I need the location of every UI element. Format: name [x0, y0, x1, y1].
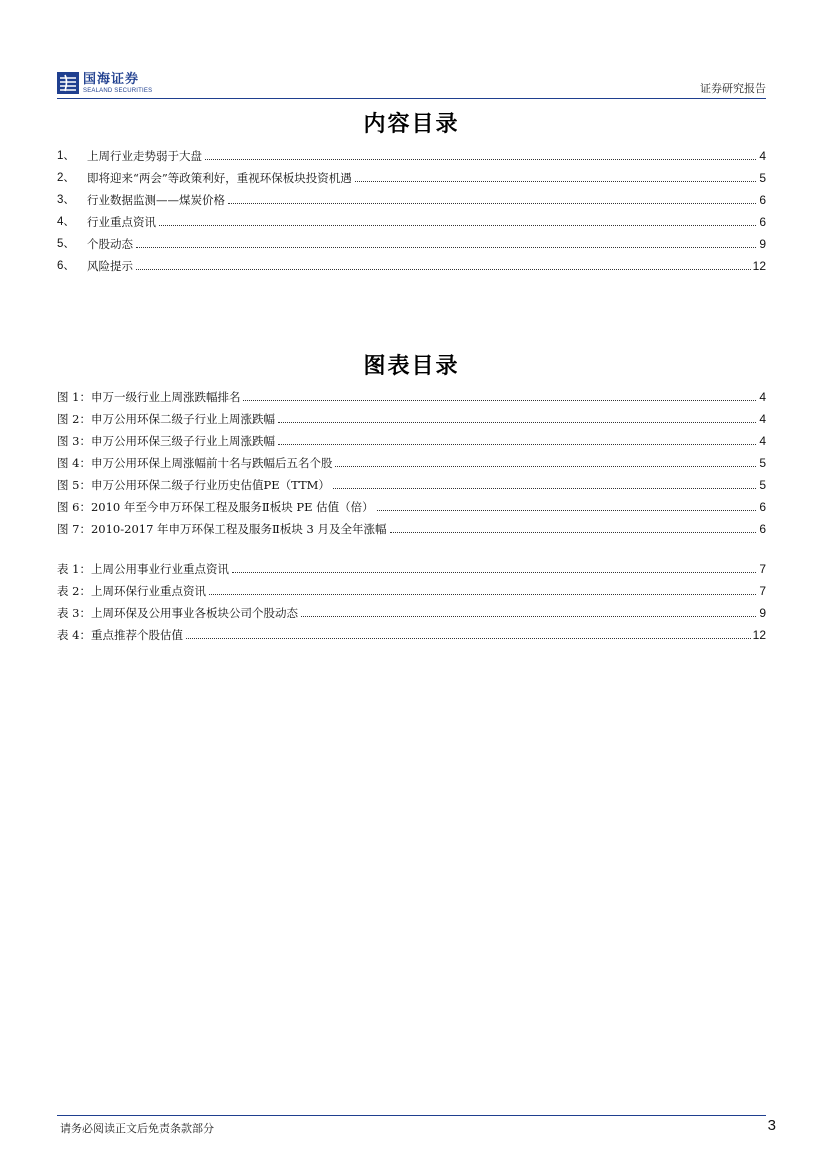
table-entry-text: 表 4：重点推荐个股估值 — [57, 628, 183, 642]
figure-entry-page: 4 — [759, 434, 766, 448]
table-entry-page: 12 — [752, 628, 766, 642]
toc-entry[interactable] — [57, 251, 766, 273]
toc-leader-dots — [136, 269, 751, 270]
figure-entry[interactable] — [57, 514, 766, 536]
toc-leader-dots — [278, 422, 756, 423]
toc-entry[interactable] — [57, 229, 766, 251]
table-entry[interactable] — [57, 576, 766, 598]
table-entry[interactable] — [57, 554, 766, 576]
table-entry-text: 表 2：上周环保行业重点资讯 — [57, 584, 206, 598]
header-divider — [57, 98, 766, 99]
toc-entry-number: 2、 — [57, 172, 75, 184]
table-entry-text: 表 1：上周公用事业行业重点资讯 — [57, 562, 229, 576]
toc-leader-dots — [335, 466, 756, 467]
toc-leader-dots — [209, 594, 756, 595]
figure-entry-page: 6 — [759, 522, 766, 536]
toc-entry-page: 6 — [759, 215, 766, 229]
toc-entry-text: 风险提示 — [87, 259, 133, 273]
figure-entry-page: 4 — [759, 412, 766, 426]
figure-entry[interactable] — [57, 492, 766, 514]
toc-entry-page: 12 — [752, 259, 766, 273]
toc-entry-page: 4 — [759, 149, 766, 163]
figure-entry-text: 图 2：申万公用环保二级子行业上周涨跌幅 — [57, 412, 275, 426]
toc-leader-dots — [159, 225, 756, 226]
figure-entry[interactable] — [57, 426, 766, 448]
page-header — [57, 70, 766, 98]
figure-entry[interactable] — [57, 382, 766, 404]
page-number: 3 — [767, 1117, 776, 1134]
toc-leader-dots — [390, 532, 757, 533]
sealand-logo-icon — [57, 72, 79, 94]
figure-entry-page: 4 — [759, 390, 766, 404]
figure-entry-text: 图 4：申万公用环保上周涨幅前十名与跌幅后五名个股 — [57, 456, 333, 470]
logo-chinese-name: 国海证券 — [83, 71, 140, 87]
toc-leader-dots — [243, 400, 756, 401]
company-logo — [57, 70, 152, 96]
disclaimer-note: 请务必阅读正文后免责条款部分 — [60, 1122, 214, 1135]
toc-leader-dots — [232, 572, 756, 573]
toc-entry-text: 即将迎来“两会”等政策利好，重视环保板块投资机遇 — [87, 171, 352, 185]
toc-leader-dots — [278, 444, 756, 445]
table-entry-page: 7 — [759, 562, 766, 576]
table-entry-page: 9 — [759, 606, 766, 620]
figure-entry-page: 6 — [759, 500, 766, 514]
figure-entry[interactable] — [57, 448, 766, 470]
toc-entry-page: 5 — [759, 171, 766, 185]
toc-entry-page: 9 — [759, 237, 766, 251]
contents-title: 内容目录 — [363, 112, 460, 137]
toc-entry-number: 5、 — [57, 238, 75, 250]
figures-list — [57, 382, 766, 536]
toc-entry-page: 6 — [759, 193, 766, 207]
toc-entry-text: 上周行业走势弱于大盘 — [87, 149, 202, 163]
report-type-label: 证券研究报告 — [700, 82, 766, 95]
table-entry[interactable] — [57, 620, 766, 642]
figure-entry-text: 图 6：2010 年至今申万环保工程及服务Ⅱ板块 PE 估值（倍） — [57, 500, 374, 514]
figure-entry-text: 图 3：申万公用环保三级子行业上周涨跌幅 — [57, 434, 275, 448]
toc-entry-number: 3、 — [57, 194, 75, 206]
figure-entry-text: 图 5：申万公用环保二级子行业历史估值PE（TTM） — [57, 478, 330, 492]
toc-leader-dots — [136, 247, 756, 248]
table-entry-page: 7 — [759, 584, 766, 598]
figure-entry[interactable] — [57, 404, 766, 426]
toc-entry-text: 行业数据监测——煤炭价格 — [87, 193, 225, 207]
figure-entry-page: 5 — [759, 456, 766, 470]
tables-list — [57, 554, 766, 642]
toc-leader-dots — [377, 510, 756, 511]
figure-entry-text: 图 1：申万一级行业上周涨跌幅排名 — [57, 390, 241, 404]
toc-entry-text: 行业重点资讯 — [87, 215, 156, 229]
contents-list — [57, 141, 766, 273]
toc-entry-number: 4、 — [57, 216, 75, 228]
footer-divider — [57, 1115, 766, 1116]
toc-leader-dots — [186, 638, 751, 639]
toc-entry[interactable] — [57, 141, 766, 163]
toc-entry-number: 1、 — [57, 150, 75, 162]
toc-leader-dots — [355, 181, 756, 182]
toc-entry-text: 个股动态 — [87, 237, 133, 251]
toc-leader-dots — [333, 488, 756, 489]
toc-entry[interactable] — [57, 207, 766, 229]
figure-entry-page: 5 — [759, 478, 766, 492]
toc-entry[interactable] — [57, 185, 766, 207]
logo-english-name: SEALAND SECURITIES — [83, 87, 153, 94]
figures-title: 图表目录 — [363, 354, 460, 379]
table-entry[interactable] — [57, 598, 766, 620]
toc-leader-dots — [228, 203, 756, 204]
toc-entry-number: 6、 — [57, 260, 75, 272]
toc-leader-dots — [301, 616, 756, 617]
toc-entry[interactable] — [57, 163, 766, 185]
table-entry-text: 表 3：上周环保及公用事业各板块公司个股动态 — [57, 606, 298, 620]
figure-entry[interactable] — [57, 470, 766, 492]
figure-entry-text: 图 7：2010-2017 年申万环保工程及服务Ⅱ板块 3 月及全年涨幅 — [57, 522, 387, 536]
toc-leader-dots — [205, 159, 756, 160]
